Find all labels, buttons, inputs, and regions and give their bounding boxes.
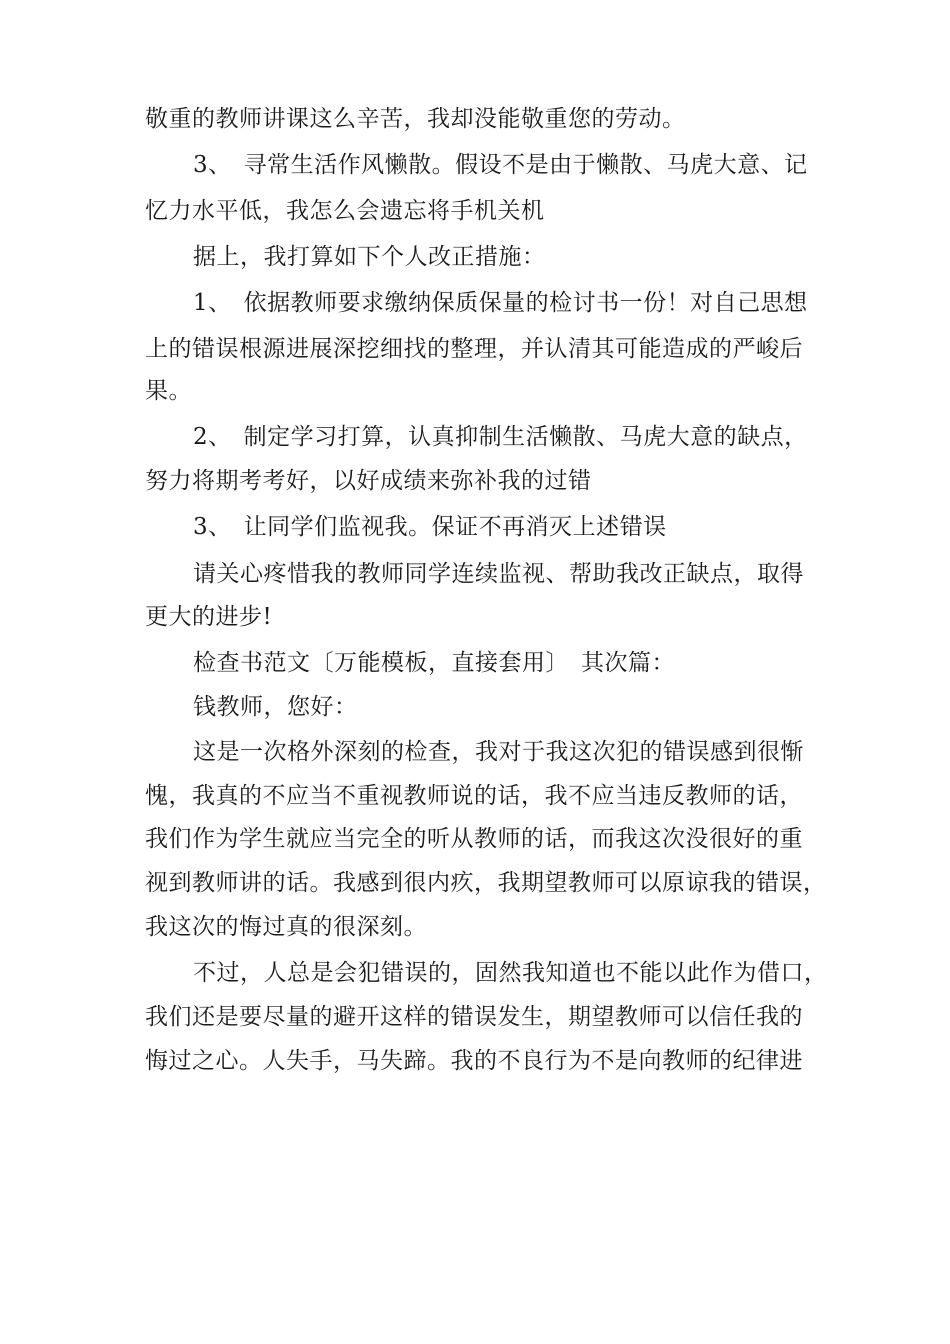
text-line: 视到教师讲的话。我感到很内疚，我期望教师可以原谅我的错误， xyxy=(145,870,827,896)
text-line: 忆力水平低，我怎么会遗忘将手机关机 xyxy=(145,198,545,224)
text-line: 努力将期考考好，以好成绩来弥补我的过错 xyxy=(145,468,592,494)
text-line: 2、 制定学习打算，认真抑制生活懒散、马虎大意的缺点， xyxy=(193,424,808,450)
text-line: 上的错误根源进展深挖细找的整理，并认清其可能造成的严峻后 xyxy=(145,336,803,362)
text-line: 我们作为学生就应当完全的听从教师的话，而我这次没很好的重 xyxy=(145,826,803,852)
salutation: 钱教师，您好： xyxy=(193,694,358,720)
text-line: 敬重的教师讲课这么辛苦，我却没能敬重您的劳动。 xyxy=(145,106,686,132)
text-line: 据上，我打算如下个人改正措施： xyxy=(193,244,546,270)
text-line: 3、 让同学们监视我。保证不再消灭上述错误 xyxy=(193,514,667,540)
text-line: 我们还是要尽量的避开这样的错误发生，期望教师可以信任我的 xyxy=(145,1004,803,1030)
section-heading: 检查书范文〔万能模板，直接套用〕 其次篇： xyxy=(193,650,675,676)
text-line: 这是一次格外深刻的检查，我对于我这次犯的错误感到很惭 xyxy=(193,739,804,765)
text-line: 我这次的悔过真的很深刻。 xyxy=(145,914,427,940)
text-line: 1、 依据教师要求缴纳保质保量的检讨书一份！对自己思想 xyxy=(193,290,808,316)
text-line: 悔过之心。人失手，马失蹄。我的不良行为不是向教师的纪律进 xyxy=(145,1048,803,1074)
text-line: 不过，人总是会犯错误的，固然我知道也不能以此作为借口， xyxy=(193,960,828,986)
text-line: 3、 寻常生活作风懒散。假设不是由于懒散、马虎大意、记 xyxy=(193,152,808,178)
text-line: 更大的进步! xyxy=(145,604,273,630)
text-line: 愧，我真的不应当不重视教师说的话，我不应当违反教师的话， xyxy=(145,783,803,809)
text-line: 请关心疼惜我的教师同学连续监视、帮助我改正缺点，取得 xyxy=(193,561,804,587)
text-line: 果。 xyxy=(145,378,192,404)
